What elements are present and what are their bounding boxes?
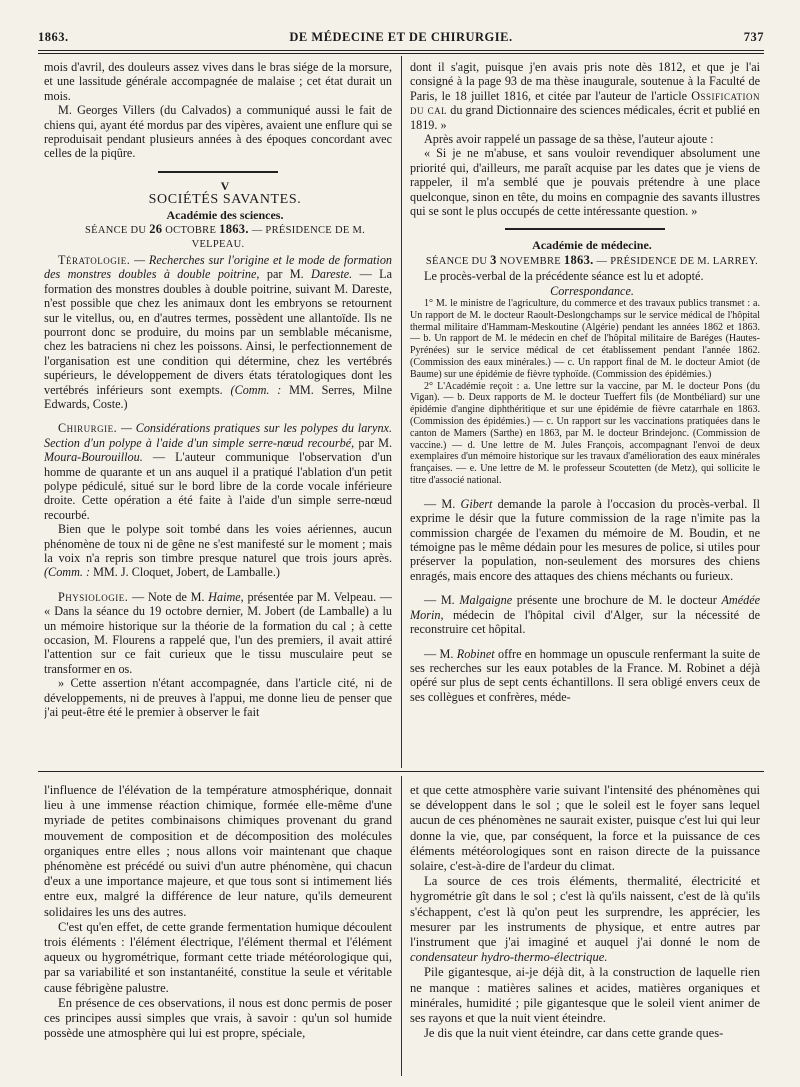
session-presidency: — PRÉSIDENCE DE M. VELPEAU. <box>191 225 366 251</box>
author-name: Haime, <box>208 589 244 604</box>
session-prefix: SÉANCE DU <box>84 225 147 237</box>
upper-left-column <box>44 60 392 766</box>
person-name: Amédée Morin, <box>410 593 760 622</box>
commission-label: (Comm. : <box>230 382 282 397</box>
person-name: Gibert <box>460 496 493 511</box>
page-number: 737 <box>743 30 764 44</box>
paragraph: C'est qu'en effet, de cette grande fermentation humique découlent trois éléments : l'élément électrique, l'élément thermal et l'élément aqueux ou hygrométrique, formant cette triade météorologique qui, par sa variabilité et son instantanéité, constitue la seule et véritable cause fébrigène palustre. <box>44 919 392 995</box>
instrument-name: condensateur hydro-thermo-électrique. <box>410 950 608 965</box>
paragraph: Pile gigantesque, ai-je déjà dit, à la construction de laquelle rien ne manque : matières salines et acides, matières organiques et minérales, humidité ; pile gigantesque que le soleil vient animer de ses rayons et que la nuit vient éteindre. <box>410 965 760 1026</box>
paragraph: En présence de ces observations, il nous est donc permis de poser ces principes aussi simples que vrais, à savoir : qu'un sol humide possède une atmosphère qui lui est propre, spéciale, <box>44 995 392 1041</box>
author-name: Dareste. <box>311 267 353 282</box>
paragraph: et que cette atmosphère varie suivant l'intensité des phénomènes qui se développent dans le sol ; que le soleil est le foyer sans lequel aucun de ces phénomènes ne saurait exister, puisque c'est lui qui leur donne la vie, que, par conséquent, la force et la puissance de ces éléments météorologiques sont en raison directe de la puissance solaire, c'est-à-dire de l'ardeur du climat. <box>410 783 760 874</box>
paragraph-gibert <box>410 497 760 583</box>
academy-heading: Académie des sciences. <box>166 207 284 222</box>
header-title: DE MÉDECINE ET DE CHIRURGIE. <box>289 30 513 44</box>
text: demande la parole à l'occasion du procès-verbal. Il exprime le désir que la future commission de la rage n'imite pas la commission chargée de l'examen du mémoire de M. Boudin, et ne témoigne pas le même dédain pour les mesures de police, si utiles pour préserver la population, non-seulement des morsures des chiens enragés, mais encore des attaques des chiens méchants ou furieux. <box>410 496 760 583</box>
lower-left-column <box>44 783 392 1079</box>
paragraph: Je dis que la nuit vient éteindre, car dans cette grande ques- <box>424 1026 724 1041</box>
session-year: 1863. <box>219 222 249 237</box>
note-intro: — Note de M. <box>132 589 205 604</box>
article-text: Bien que le polype soit tombé dans les voies aériennes, aucun phénomène de toux ni de gêne ne s'est manifesté sur le moment ; mais la voix n'a repris son timbre presque naturel que trois jours après. <box>44 522 392 565</box>
session-date: 3 <box>490 252 497 267</box>
column-divider-lower <box>401 776 402 1076</box>
session-prefix: SÉANCE DU <box>425 255 488 267</box>
text: du grand Dictionnaire des sciences médicales, écrit et publié en 1819. » <box>410 103 760 132</box>
paragraph <box>410 60 760 132</box>
header-rule-2 <box>38 53 764 54</box>
article-reference: Ossification du cal <box>410 88 760 118</box>
text: — M. <box>424 593 455 608</box>
presenter: présentée par M. Velpeau. <box>247 589 377 604</box>
session-line <box>410 253 760 269</box>
author-name: Moura-Bourouillou. <box>44 450 143 465</box>
running-header <box>38 26 764 48</box>
session-year: 1863. <box>563 252 594 267</box>
session-presidency: — PRÉSIDENCE DE M. LARREY. <box>596 255 759 267</box>
correspondence-item: 2° L'Académie reçoit : a. Une lettre sur la vaccine, par M. le docteur Pons (du Vigan). — b. Deux rapports de M. le docteur Tueffert fils (de Montbéliard) sur une épidémie d'angine diphthéritique et sur une épidémie de fièvre catarrhale en 1863. (Commission des épidémies.) — c. Un rapport sur les vaccinations pratiquées dans le canton de Mamers (Sarthe) en 1863, par M. le docteur Brindejonc. (Commission de vaccine.) — d. Une lettre de M. Jules François, accompagnant l'envoi de deux exemplaires d'un mémoire historique sur les travaux d'amélioration des eaux minérales françaises. — e. Une lettre de M. le professeur Scoutetten (de Metz), qui sollicite le titre d'associé national. <box>410 380 760 487</box>
header-year: 1863. <box>38 30 69 44</box>
paragraph: M. Georges Villers (du Calvados) a communiqué aussi le fait de chiens qui, ayant été mordus par des vipères, avaient une enflure qui se reproduisait pendant plusieurs années à des époques concordant avec celles de la piqûre. <box>44 103 392 161</box>
text: présente une brochure de M. le docteur <box>516 593 717 608</box>
section-number: V <box>220 178 230 193</box>
paragraph: » Cette assertion n'étant accompagnée, dans l'article cité, ni de développements, ni de preuves à l'appui, me donne lieu de penser que j'ai peut-être été le premier à observer le fait <box>44 676 392 720</box>
session-date: 26 <box>149 222 163 237</box>
paragraph-malgaigne <box>410 593 760 636</box>
article-teratologie <box>44 253 392 411</box>
text: La source de ces trois éléments, thermalité, électricité et hygrométrie gît dans le sol ; c'est là qu'ils naissent, c'est de là qu'ils s'échappent, c'est là qu'on peut les surprendre, les apprécier, les mesurer par les instruments de physique, et entre autres par l'instrument que j'ai imaginé et auquel j'ai donné le nom de <box>410 874 760 950</box>
commission-label: (Comm. : <box>44 565 91 580</box>
session-line <box>44 222 392 253</box>
separator-rule <box>505 228 665 230</box>
paragraph: « Si je ne m'abuse, et sans vouloir revendiquer absolument une priorité qui, d'ailleurs, me paraît acquise par les dates que je viens de rappeler, il m'a semblé que je pouvais prétendre à une place quelconque, sinon en tête, du moins en compagnie des savants illustres qui se sont le plus occupés de cette intéressante question. » <box>410 146 760 219</box>
text: dont il s'agit, puisque j'en avais pris note dès 1812, et que je l'ai consigné à la page 93 de ma thèse inaugurale, soutenue à la Faculté de Paris, le 18 juillet 1816, et citée par l'auteur de l'article <box>410 60 760 103</box>
session-month: OCTOBRE <box>165 225 217 237</box>
article-text: — « Dans la séance du 19 octobre dernier, M. Jobert (de Lamballe) a lu un mémoire historique sur la théorie de la formation du cal ; à cette occasion, M. Flourens a rappelé que, l'un des premiers, il avait attiré l'attention sur ce fait curieux que le tissu musculaire peut se transformer en os. <box>44 589 392 676</box>
separator-rule <box>158 171 278 173</box>
column-divider-upper <box>401 56 402 768</box>
rubric-label: Tératologie. <box>58 252 131 267</box>
paragraph: Après avoir rappelé un passage de sa thèse, l'auteur ajoute : <box>424 132 714 147</box>
correspondence-item: 1° M. le ministre de l'agriculture, du commerce et des travaux publics transmet : a. Un rapport de M. le docteur Raoult-Deslongchamps sur le service médical de l'hôpital thermal militaire d'Hammam-Meskoutine (Algérie) pendant les années 1862 et 1863. — b. Un rapport de M. le médecin en chef de l'hôpital militaire de Baréges (Hautes-Pyrénées) sur le service médical de cet établissement pendant l'année 1862. (Commission des eaux minérales.) — c. Un rapport final de M. le docteur Amiot (de Baume) sur une épidémie de fièvre typhoïde. (Commission des épidémies.) <box>410 298 760 380</box>
article-title: — Recherches sur l'origine et le mode de formation des monstres doubles à double poitrine, <box>44 252 392 282</box>
article-title: — Considérations pratiques sur les polypes du larynx. Section d'un polype à l'aide d'un simple serre-nœud recourbé, <box>44 421 392 450</box>
session-month: NOVEMBRE <box>499 255 561 267</box>
article-physiologie <box>44 590 392 676</box>
text: offre en hommage un opuscule renfermant la suite de ses recherches sur les eaux potables de la France. M. Robinet a déjà opéré sur plus de sept cents échantillons. Il sera obligé envers ceux de ses collègues et confrères, méde- <box>410 646 760 704</box>
upper-right-column <box>410 60 760 766</box>
paragraph: Le procès-verbal de la précédente séance est lu et adopté. <box>424 269 704 284</box>
commission-names: MM. Serres, Milne Edwards, Coste.) <box>44 382 392 411</box>
academy-heading: Académie de médecine. <box>532 238 652 253</box>
person-name: Malgaigne <box>459 593 513 608</box>
article-chirurgie-cont <box>44 522 392 580</box>
person-name: Robinet <box>456 646 495 661</box>
paragraph-robinet <box>410 647 760 705</box>
byline: par M. <box>266 267 304 282</box>
rubric-label: Physiologie. <box>58 589 129 604</box>
article-text: — La formation des monstres doubles à double poitrine, suivant M. Dareste, n'est possible que chez les animaux dont les embryons se retournent sur le vitellus, ou, en d'autres termes, possèdent une allantoïde. Ils ne pourront donc se produire, du moins par un semblable mécanisme, chez les batraciens ni chez les poissons. Ainsi, le perfectionnement de l'organisation est une condition qui détermine, chez les vertébrés supérieurs, le développement de divers états tératologiques dont les vertébrés inférieurs sont exempts. <box>44 267 392 397</box>
text: médecin de l'hôpital civil d'Alger, sur la nécessité de reconstruire cet hôpital. <box>410 607 760 637</box>
correspondence-heading: Correspondance. <box>550 283 634 298</box>
paragraph: mois d'avril, des douleurs assez vives dans le bras siége de la morsure, et une lassitude générale accompagnée de malaise ; cet état durait un mois. <box>44 60 392 103</box>
byline: par M. <box>358 435 392 450</box>
text: — M. <box>424 646 454 661</box>
header-rule <box>38 50 764 51</box>
article-chirurgie <box>44 421 392 522</box>
rubric-label: Chirurgie. <box>58 421 118 436</box>
text: — M. <box>424 496 456 511</box>
article-text: — L'auteur communique l'observation d'un homme de quarante et un ans auquel il a pratiqué l'ablation d'un petit polype pédiculé, situé sur le bord libre de la corde vocale inférieure droite. Cette opération a été faite à l'aide d'un simple serre-nœud recourbé. <box>44 450 392 522</box>
paragraph <box>410 874 760 965</box>
commission-names: MM. J. Cloquet, Jobert, de Lamballe.) <box>93 565 280 580</box>
lower-right-column <box>410 783 760 1079</box>
section-title: SOCIÉTÉS SAVANTES. <box>148 192 302 208</box>
section-divider <box>38 771 764 772</box>
paragraph: l'influence de l'élévation de la température atmosphérique, donnait lieu à une immense réaction chimique, formée elle-même d'une myriade de petites combinaisons chimiques provenant du grand mouvement de composition et de décomposition des molécules organiques entre elles ; nous allons voir maintenant que chaque phénomène est précédé ou suivi d'un autre phénomène, qui chacun d'eux a une importance majeure, et que tous sont si intimement liés entre eux, malgré la différence de leur nature, qu'ils demeurent solidaires les uns des autres. <box>44 783 392 919</box>
